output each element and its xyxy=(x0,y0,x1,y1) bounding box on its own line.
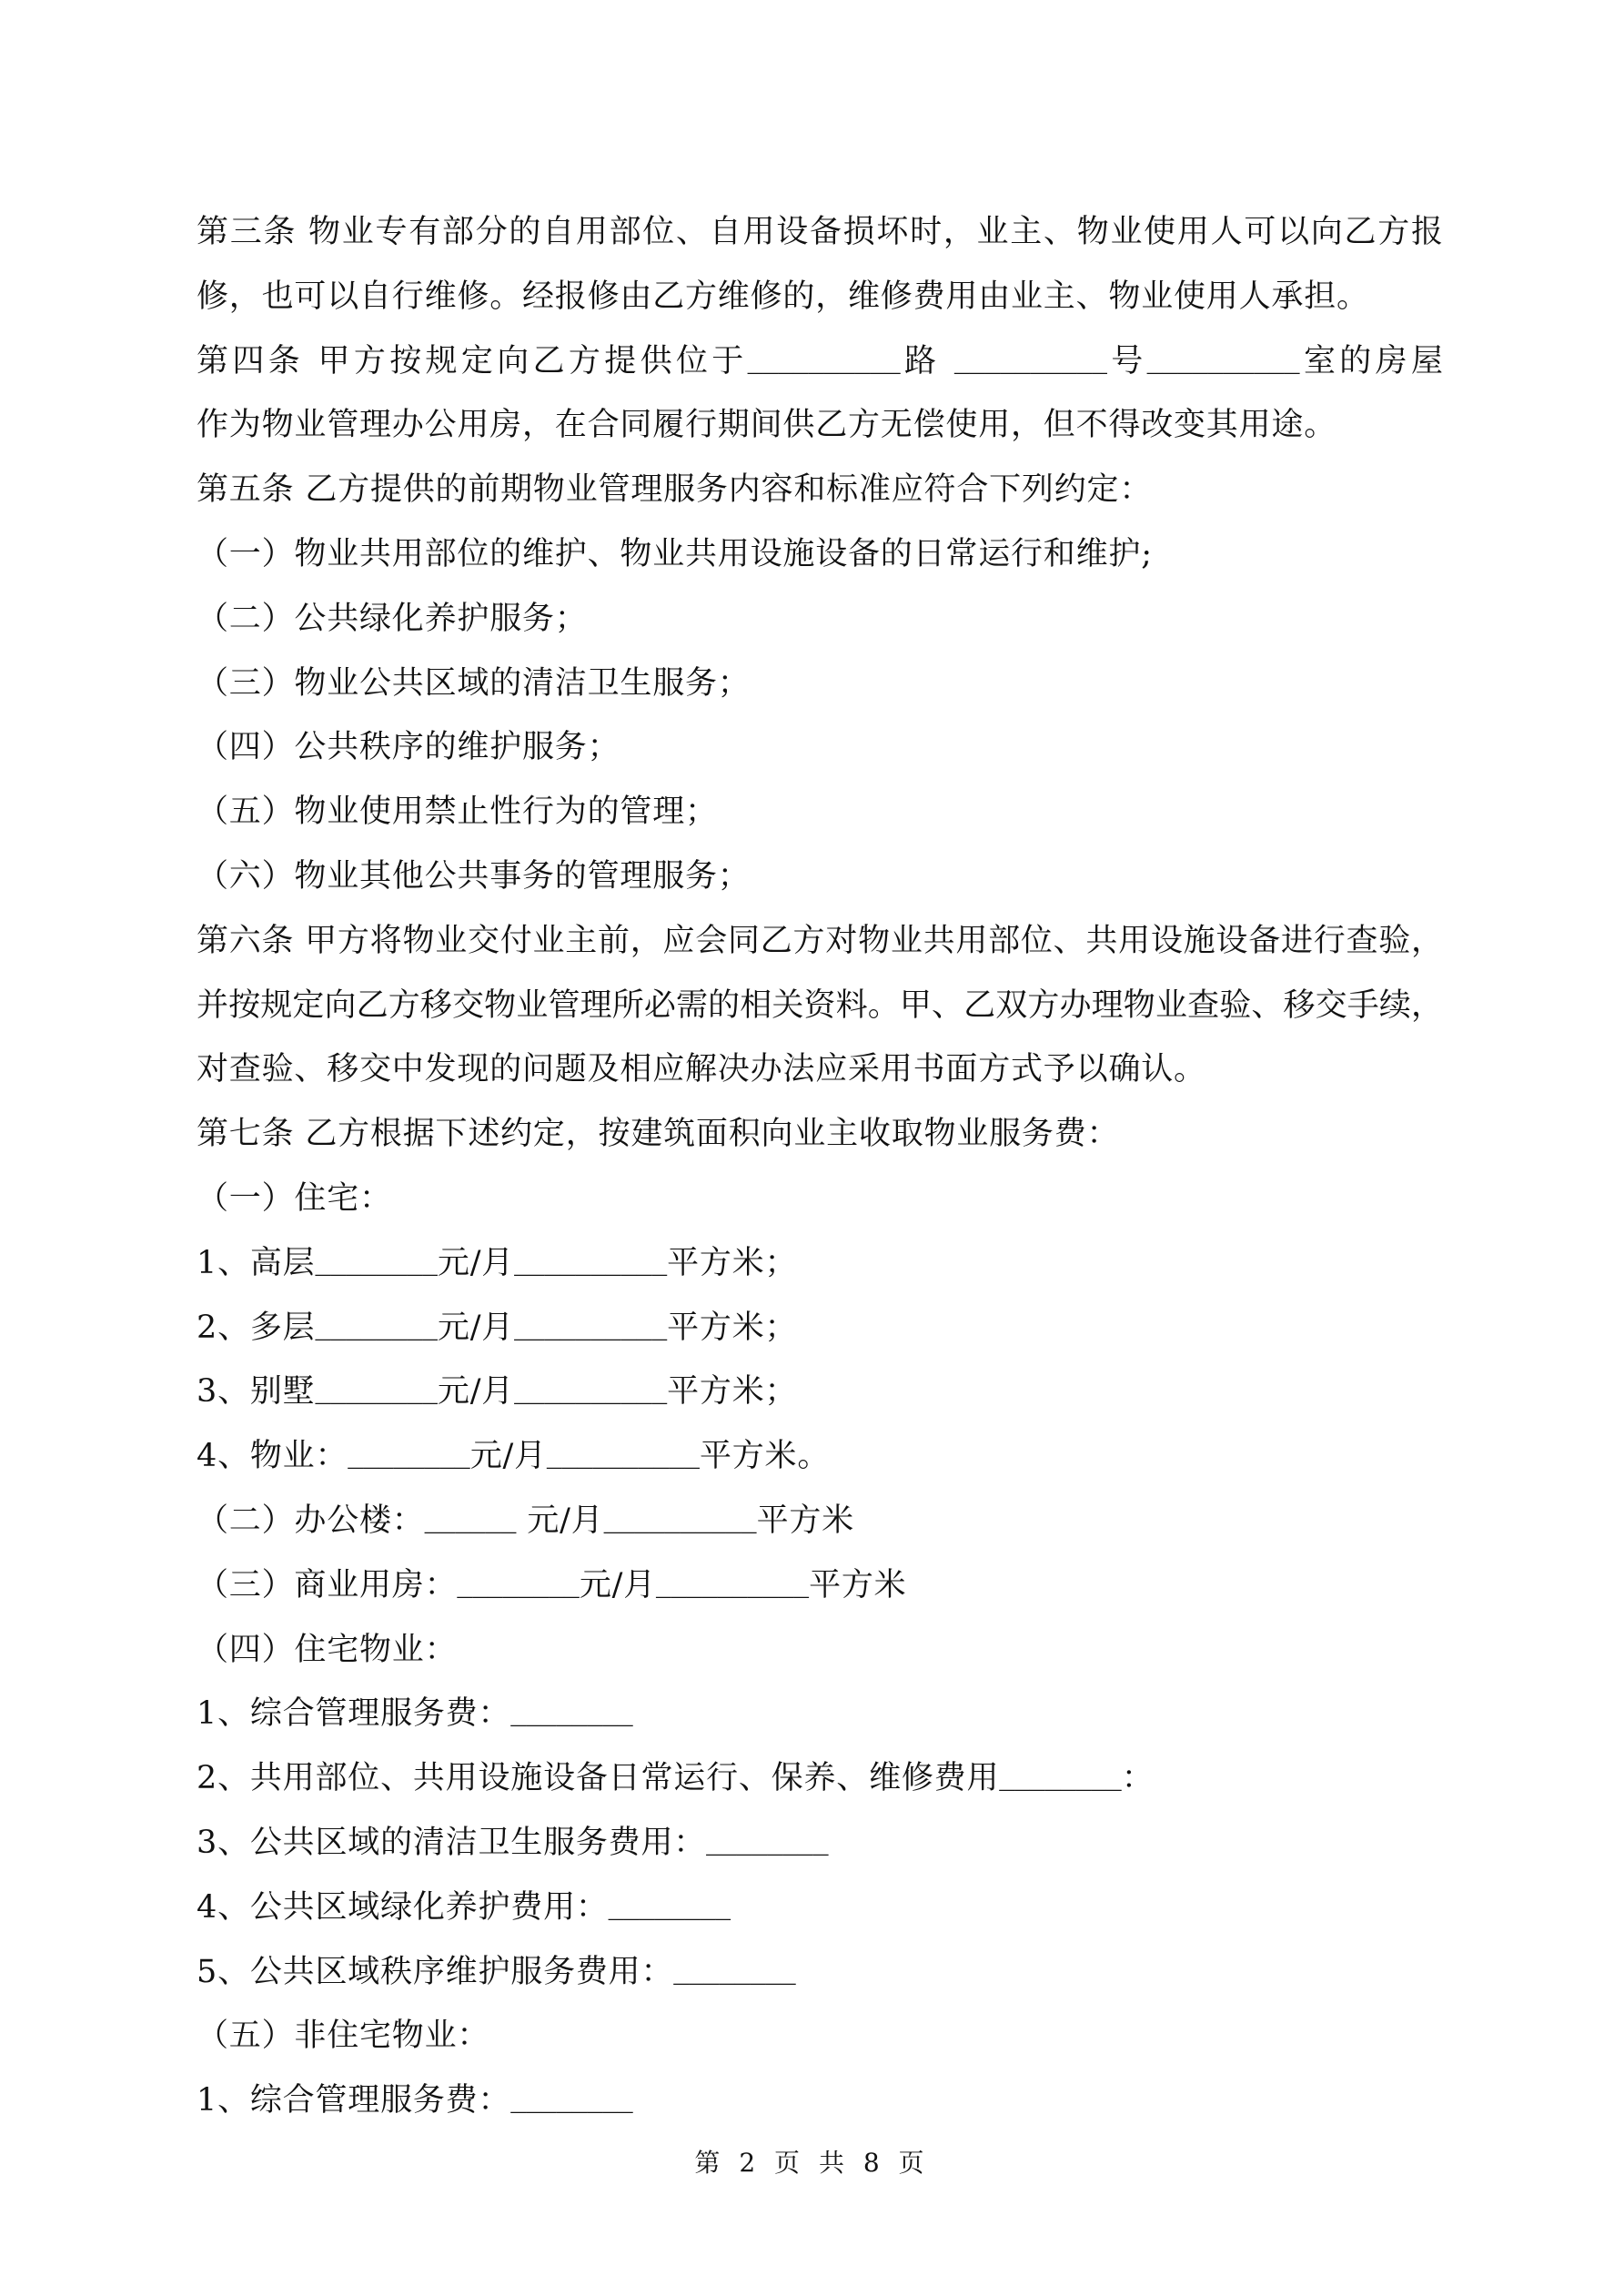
fill-in-blank: ________ xyxy=(510,2090,633,2119)
document-line: 1、综合管理服务费：________ xyxy=(197,2082,633,2119)
fill-in-blank: ________ xyxy=(348,1446,470,1475)
document-line: （二）办公楼：______ 元/月__________平方米 xyxy=(197,1502,854,1539)
document-line: （三）物业公共区域的清洁卫生服务； xyxy=(197,664,751,702)
page-number-footer: 第 2 页 共 8 页 xyxy=(694,2148,930,2178)
fill-in-blank: __________ xyxy=(514,1252,668,1281)
document-line: 第五条 乙方提供的前期物业管理服务内容和标准应符合下列约定： xyxy=(197,471,1153,509)
fill-in-blank: __________ xyxy=(1146,350,1300,379)
document-line: 4、物业：________元/月__________平方米。 xyxy=(197,1438,831,1475)
document-line: 第三条 物业专有部分的自用部位、自用设备损坏时，业主、物业使用人可以向乙方报 xyxy=(197,214,1443,250)
document-line: （四）公共秩序的维护服务； xyxy=(197,729,620,766)
document-line: （五）非住宅物业： xyxy=(197,2018,490,2055)
document-line: 第四条 甲方按规定向乙方提供位于__________路 __________号__________室的房屋 xyxy=(197,342,1443,379)
document-line: 对查验、移交中发现的问题及相应解决办法应采用书面方式予以确认。 xyxy=(197,1051,1206,1088)
fill-in-blank: ________ xyxy=(315,1381,438,1411)
document-line: 2、共用部位、共用设施设备日常运行、保养、维修费用________： xyxy=(197,1760,1155,1797)
fill-in-blank: __________ xyxy=(656,1574,810,1603)
fill-in-blank: __________ xyxy=(514,1317,668,1346)
document-line: （六）物业其他公共事务的管理服务； xyxy=(197,857,751,895)
document-line: （一）物业共用部位的维护、物业共用设施设备的日常运行和维护; xyxy=(197,535,1153,572)
document-line: 第六条 甲方将物业交付业主前，应会同乙方对物业共用部位、共用设施设备进行查验， xyxy=(197,922,1443,959)
fill-in-blank: ________ xyxy=(999,1768,1122,1797)
fill-in-blank: ________ xyxy=(706,1832,829,1861)
fill-in-blank: ________ xyxy=(510,1704,633,1733)
fill-in-blank: __________ xyxy=(603,1510,757,1539)
document-line: （四）住宅物业： xyxy=(197,1631,458,1668)
fill-in-blank: __________ xyxy=(747,350,901,379)
document-line: 5、公共区域秩序维护服务费用：________ xyxy=(197,1953,796,1990)
document-line: （五）物业使用禁止性行为的管理； xyxy=(197,794,718,831)
fill-in-blank: ________ xyxy=(608,1896,731,1926)
document-line: 第七条 乙方根据下述约定，按建筑面积向业主收取物业服务费： xyxy=(197,1116,1120,1153)
document-line: （一）住宅： xyxy=(197,1179,392,1217)
document-line: 4、公共区域绿化养护费用：________ xyxy=(197,1888,731,1926)
document-line: 3、公共区域的清洁卫生服务费用：________ xyxy=(197,1824,829,1861)
fill-in-blank: __________ xyxy=(953,350,1107,379)
document-line: 1、高层________元/月__________平方米； xyxy=(197,1244,798,1281)
document-line: （三）商业用房：________元/月__________平方米 xyxy=(197,1566,907,1603)
document-line: 2、多层________元/月__________平方米； xyxy=(197,1309,798,1346)
fill-in-blank: ________ xyxy=(673,1961,796,1990)
document-body xyxy=(197,200,1443,2133)
fill-in-blank: ________ xyxy=(315,1317,438,1346)
fill-in-blank: __________ xyxy=(546,1446,700,1475)
fill-in-blank: ________ xyxy=(457,1574,580,1603)
document-line: 作为物业管理办公用房，在合同履行期间供乙方无偿使用，但不得改变其用途。 xyxy=(197,407,1337,444)
fill-in-blank: __________ xyxy=(514,1381,668,1411)
fill-in-blank: ______ xyxy=(424,1510,517,1539)
document-line: 1、综合管理服务费：________ xyxy=(197,1695,633,1733)
document-line: 修，也可以自行维修。经报修由乙方维修的，维修费用由业主、物业使用人承担。 xyxy=(197,278,1369,315)
document-line: 3、别墅________元/月__________平方米； xyxy=(197,1373,798,1411)
document-line: 并按规定向乙方移交物业管理所必需的相关资料。甲、乙双方办理物业查验、移交手续， xyxy=(197,986,1443,1024)
document-line: （二）公共绿化养护服务； xyxy=(197,600,588,637)
fill-in-blank: ________ xyxy=(315,1252,438,1281)
